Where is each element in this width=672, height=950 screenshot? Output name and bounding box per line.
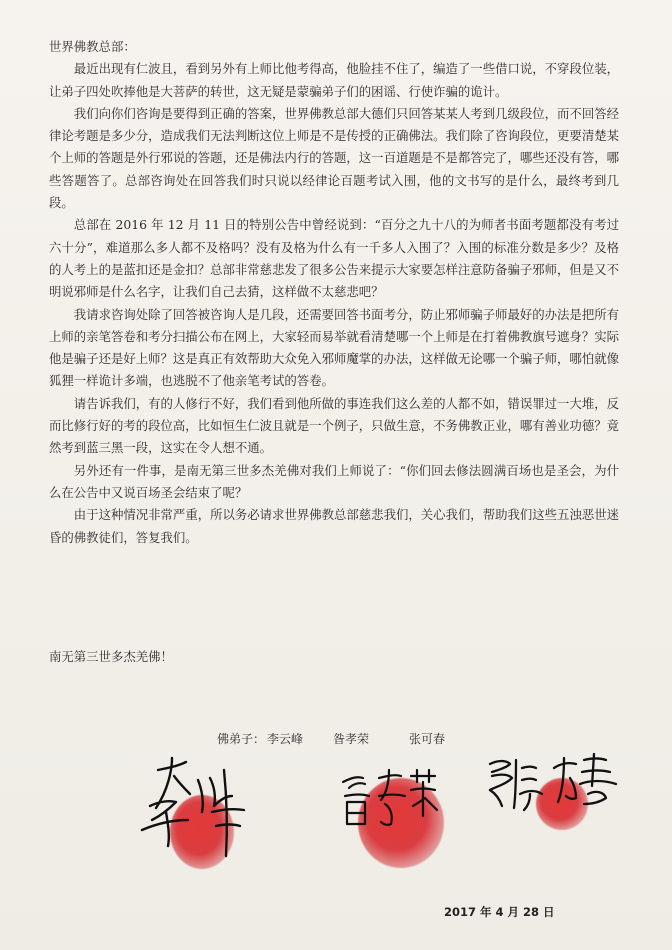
closing-homage: 南无第三世多杰羌佛！ (49, 649, 173, 664)
paragraph-6: 另外还有一件事，是南无第三世多杰羌佛对我们上师说了：“你们回去修法圆满百场也是圣会，为什么在公告中又说百场圣会结束了呢？ (49, 462, 619, 500)
signature-area (0, 750, 672, 870)
paragraph-5: 请告诉我们，有的人修行不好，我们看到他所做的事连我们这么差的人都不如，错误罪过一大堆，反而比修行好的考的段位高，比如恒生仁波且就是一个例子，只做生意，不务佛教正业，哪有善业功德？竟然考到蓝三黑一段，这实在令人想不通。 (49, 395, 619, 456)
paragraph-4: 我请求咨询处除了回答被咨询人是几段，还需要回答书面考分，防止邪师骗子师最好的办法是把所有上师的亲笔答卷和考分扫描公布在网上，大家轻而易举就看清楚哪一个上师是在打着佛教旗号遮身？实际他是骗子还是好上师？这是真正有效帮助大众免入邪师魔掌的办法，这样做无论哪一个骗子师，哪怕就像狐狸一样诡计多端，也逃脱不了他亲笔考试的答卷。 (49, 306, 619, 389)
paragraph-7: 由于这种情况非常严重，所以务必请求世界佛教总部慈悲我们，关心我们，帮助我们这些五浊恶世迷昏的佛教徒们，答复我们。 (49, 507, 619, 545)
signer-name-1: 李云峰 (267, 732, 304, 746)
signer-name-3: 张可春 (409, 732, 446, 746)
handwritten-signature-1 (128, 750, 268, 870)
letter-body (49, 36, 619, 549)
signers-line (217, 730, 445, 747)
signers-label: 佛弟子： (217, 732, 266, 746)
handwritten-signature-2 (335, 766, 445, 856)
paragraph-2: 我们向你们咨询是要得到正确的答案，世界佛教总部大德们只回答某某人考到几级段位，而不回答经律论考题是多少分，造成我们无法判断这位上师是不是传授的正确佛法。我们除了咨询段位，更要清楚某个上师的答题是外行邪说的答题，还是佛法内行的答题，这一百道题是不是都答完了，哪些还没有答，哪些答题答了。总部咨询处在回答我们时只说以经律论百题考试入围，他的文书写的是什么，最终考到几段。 (49, 105, 619, 211)
paragraph-3: 总部在 2016 年 12 月 11 日的特别公告中曾经说到：“百分之九十八的为师者书面考题都没有考过六十分”，难道那么多人都不及格吗？没有及格为什么有一千多人入围了？入围的标准分数是多少？及格的人考上的是蓝扣还是金扣？总部非常慈悲发了很多公告来提示大家要怎样注意防备骗子邪师，但是又不明说邪师是什么名字，让我们自己去猜，这样做不太慈悲吧？ (49, 217, 619, 300)
letter-date: 2017 年 4 月 28 日 (444, 905, 555, 919)
signer-name-2: 昝孝荣 (333, 732, 370, 746)
salutation: 世界佛教总部： (49, 39, 136, 54)
handwritten-signature-3 (480, 750, 630, 830)
paragraph-1: 最近出现有仁波且，看到另外有上师比他考得高，他脸挂不住了，编造了一些借口说，不穿段位装，让弟子四处吹捧他是大菩萨的转世，这无疑是蒙骗弟子们的困谣、行使诈骗的诡计。 (49, 61, 619, 99)
